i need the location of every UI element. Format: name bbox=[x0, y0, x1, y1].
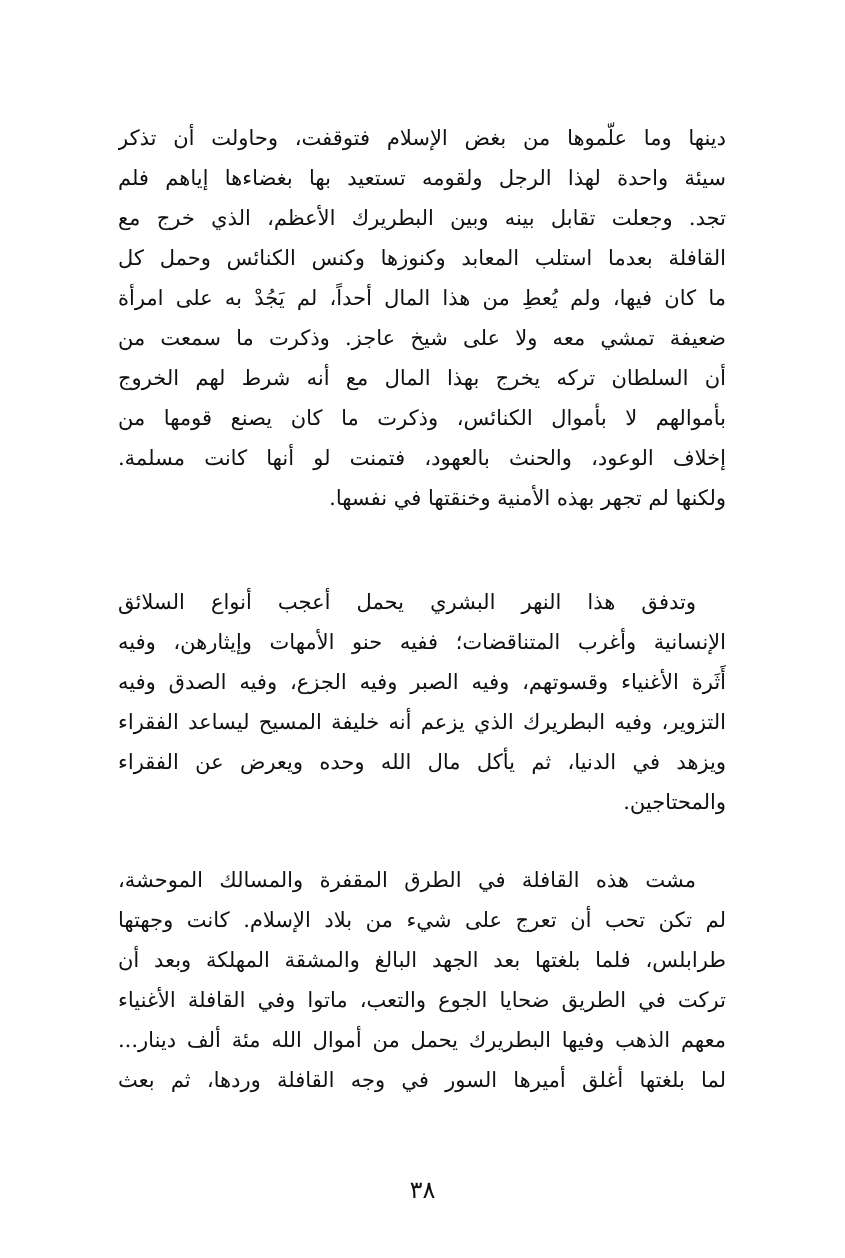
text-line: بأموالهم لا بأموال الكنائس، وذكرت ما كان يصنع قومها من bbox=[118, 406, 726, 430]
paragraph-3 bbox=[118, 860, 726, 1100]
paragraph-2 bbox=[118, 582, 726, 822]
text-line: أَثَرة الأغنياء وقسوتهم، وفيه الصبر وفيه الجزع، وفيه الصدق وفيه bbox=[118, 670, 726, 694]
text-line: والمحتاجين. bbox=[623, 790, 726, 814]
text-line: تجد. وجعلت تقابل بينه وبين البطريرك الأعظم، الذي خرج مع bbox=[118, 206, 726, 230]
text-line: وتدفق هذا النهر البشري يحمل أعجب أنواع السلائق bbox=[118, 590, 696, 614]
text-line: إخلاف الوعود، والحنث بالعهود، فتمنت لو أنها كانت مسلمة. bbox=[118, 446, 726, 470]
text-line: سيئة واحدة لهذا الرجل ولقومه تستعيد بها بغضاءها إياهم فلم bbox=[118, 166, 726, 190]
text-line: ما كان فيها، ولم يُعطِ من هذا المال أحداً، لم يَجُدْ به على امرأة bbox=[118, 286, 726, 310]
text-line: الإنسانية وأغرب المتناقضات؛ ففيه حنو الأمهات وإيثارهن، وفيه bbox=[118, 630, 726, 654]
text-line: ويزهد في الدنيا، ثم يأكل مال الله وحده ويعرض عن الفقراء bbox=[118, 750, 726, 774]
text-line: التزوير، وفيه البطريرك الذي يزعم أنه خليفة المسيح ليساعد الفقراء bbox=[118, 710, 726, 734]
text-line: لما بلغتها أغلق أميرها السور في وجه القافلة وردها، ثم بعث bbox=[118, 1068, 726, 1092]
text-line: ضعيفة تمشي معه ولا على شيخ عاجز. وذكرت ما سمعت من bbox=[118, 326, 726, 350]
page-number: ٣٨ bbox=[409, 1176, 436, 1204]
text-line: أن السلطان تركه يخرج بهذا المال مع أنه شرط لهم الخروج bbox=[118, 366, 726, 390]
text-line: طرابلس، فلما بلغتها بعد الجهد البالغ والمشقة المهلكة وبعد أن bbox=[118, 948, 726, 972]
text-line: لم تكن تحب أن تعرج على شيء من بلاد الإسلام. كانت وجهتها bbox=[118, 908, 726, 932]
paragraph-1 bbox=[118, 118, 726, 518]
text-line: دينها وما علّموها من بغض الإسلام فتوقفت، وحاولت أن تذكر bbox=[118, 126, 726, 150]
text-line: تركت في الطريق ضحايا الجوع والتعب، ماتوا وفي القافلة الأغنياء bbox=[118, 988, 726, 1012]
text-line: القافلة بعدما استلب المعابد وكنوزها وكنس الكنائس وحمل كل bbox=[118, 246, 726, 270]
text-line: ولكنها لم تجهر بهذه الأمنية وخنقتها في نفسها. bbox=[329, 486, 726, 510]
text-line: معهم الذهب وفيها البطريرك يحمل من أموال الله مئة ألف دينار... bbox=[118, 1028, 726, 1052]
text-line: مشت هذه القافلة في الطرق المقفرة والمسالك الموحشة، bbox=[118, 868, 696, 892]
